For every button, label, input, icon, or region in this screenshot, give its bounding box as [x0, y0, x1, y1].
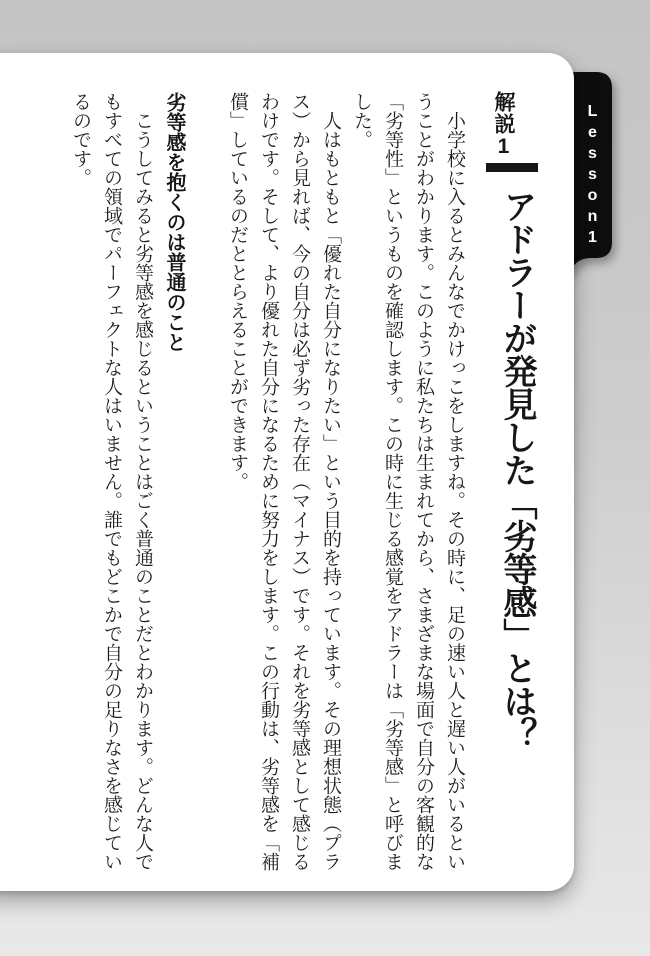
kicker-divider [486, 163, 538, 172]
section-subheading: 劣等感を抱くのは普通のこと [163, 92, 185, 352]
book-page [0, 53, 574, 891]
page-title: アドラーが発見した「劣等感」とは？ [498, 189, 536, 750]
kicker: 解説1 [492, 91, 515, 159]
paragraph-2: 人はもともと「優れた自分になりたい」という目的を持っています。その理想状態（プラス）から見れば、今の自分は必ず劣った存在（マイナス）です。それを劣等感として感じるわけです。そして、より優れた自分になるために努力をします。この行動は、劣等感を「補償」しているのだととらえることができます。 [227, 92, 341, 871]
body-text [65, 92, 470, 872]
paragraph-3: こうしてみると劣等感を感じるということはごく普通のことだとわかります。どんな人でもすべての領域でパーフェクトな人はいません。誰でもどこかで自分の足りなさを感じているのです。 [70, 92, 153, 871]
paragraph-1: 小学校に入るとみんなでかけっこをしますね。その時に、足の速い人と遅い人がいるということがわかります。このように私たちは生まれてから、さまざまな場面で自分の客観的な「劣等性」というものを確認します。この時に生じる感覚をアドラーは「劣等感」と呼びました。 [351, 92, 465, 871]
lesson-tab-label: Lesson1 [584, 103, 601, 250]
